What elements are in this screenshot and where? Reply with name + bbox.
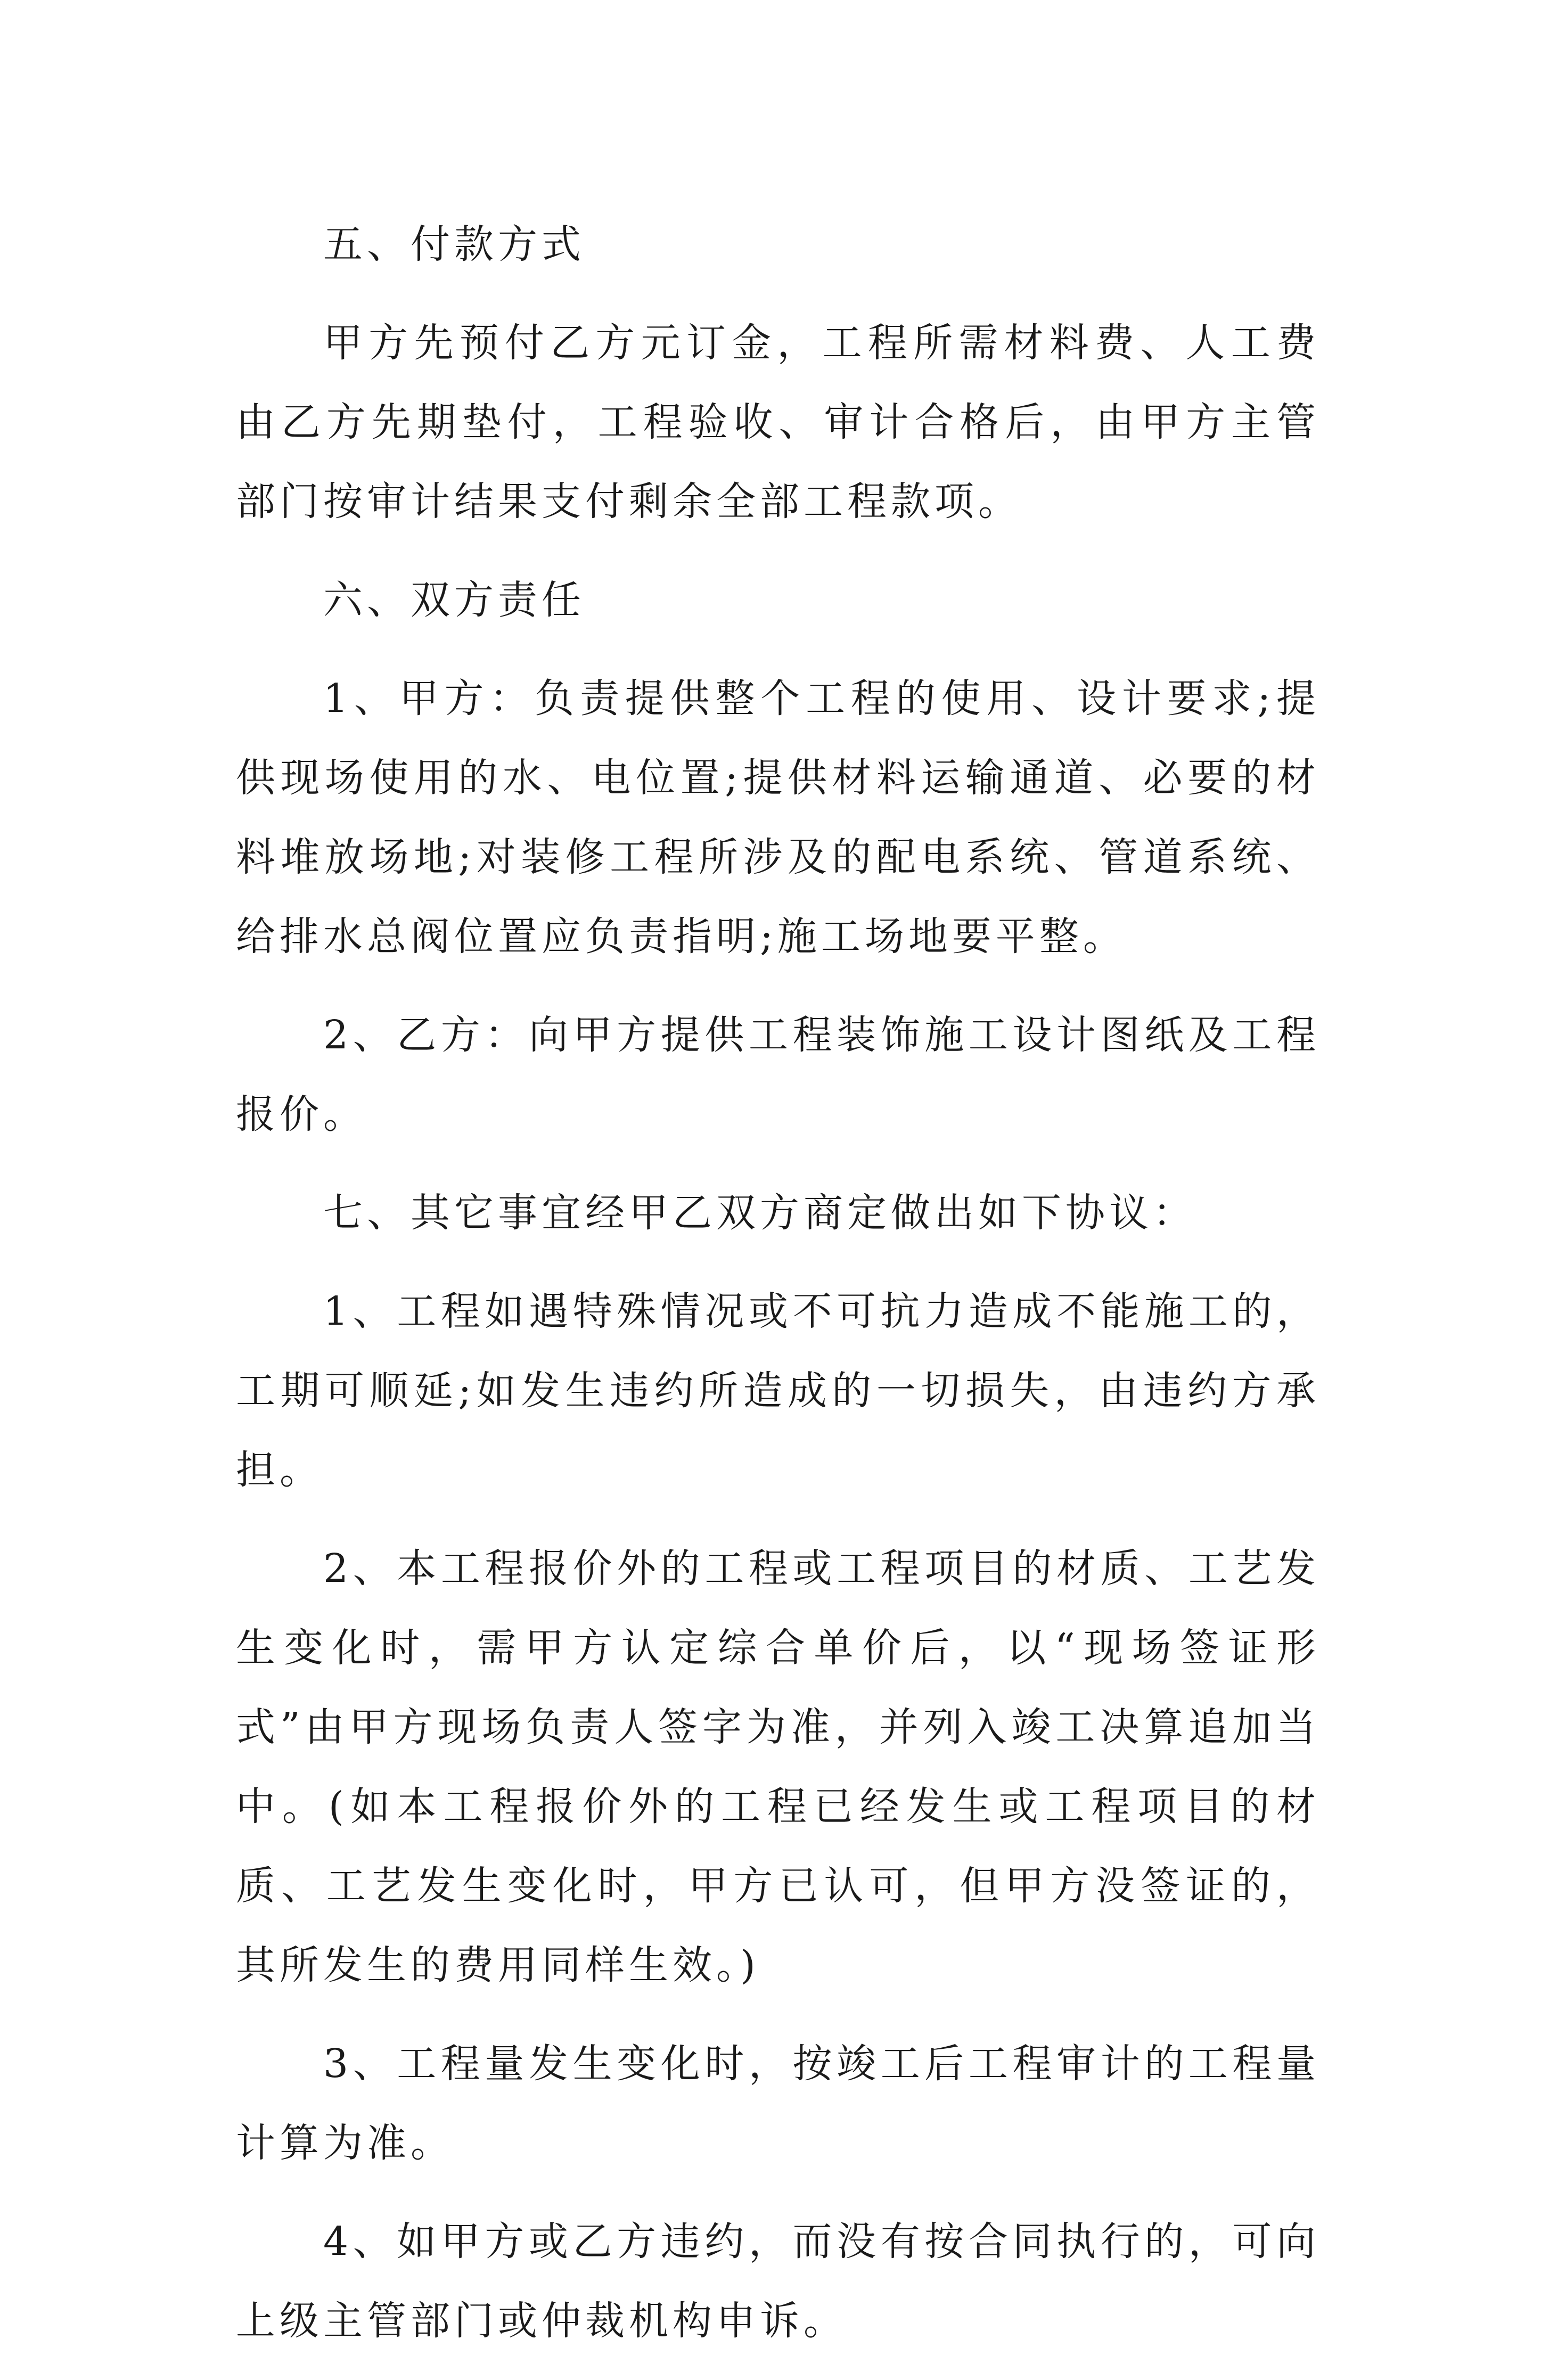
section-heading-responsibilities: 六、双方责任 <box>323 577 585 623</box>
section-heading-payment: 五、付款方式 <box>323 221 585 267</box>
paragraph-quantity-changes: 3、工程量发生变化时，按竣工后工程审计的工程量计算为准。 <box>236 2041 1320 2166</box>
paragraph-party-b-duties: 2、乙方：向甲方提供工程装饰施工设计图纸及工程报价。 <box>236 1012 1320 1137</box>
paragraph-change-orders: 2、本工程报价外的工程或工程项目的材质、工艺发生变化时，需甲方认定综合单价后，以“现场签证形式”由甲方现场负责人签字为准，并列入竣工决算追加当中。(如本工程报价外的工程已经发生或工程项目的材质、工艺发生变化时，甲方已认可，但甲方没签证的，其所发生的费用同样生效。) <box>236 1546 1320 1988</box>
paragraph-breach: 4、如甲方或乙方违约，而没有按合同执行的，可向上级主管部门或仲裁机构申诉。 <box>236 2219 1320 2344</box>
paragraph-party-a-duties: 1、甲方：负责提供整个工程的使用、设计要求;提供现场使用的水、电位置;提供材料运输通道、必要的材料堆放场地;对装修工程所涉及的配电系统、管道系统、给排水总阀位置应负责指明;施工场地要平整。 <box>236 676 1320 959</box>
document-body <box>236 205 1320 2380</box>
paragraph-payment-terms: 甲方先预付乙方元订金，工程所需材料费、人工费由乙方先期垫付，工程验收、审计合格后，由甲方主管部门按审计结果支付剩余全部工程款项。 <box>236 320 1320 524</box>
paragraph-force-majeure: 1、工程如遇特殊情况或不可抗力造成不能施工的，工期可顺延;如发生违约所造成的一切损失，由违约方承担。 <box>236 1289 1320 1493</box>
section-heading-other-matters: 七、其它事宜经甲乙双方商定做出如下协议： <box>323 1190 1196 1236</box>
